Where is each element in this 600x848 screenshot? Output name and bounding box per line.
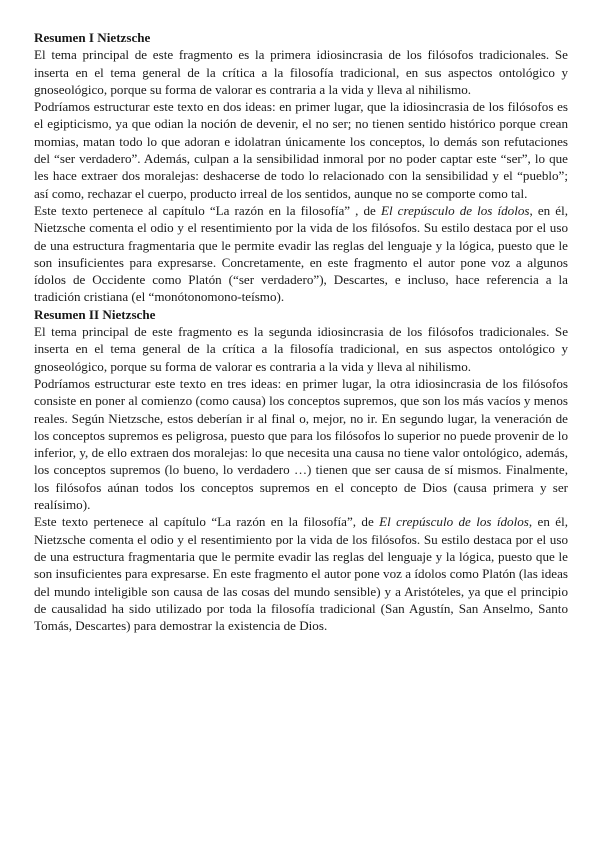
paragraph-structure: Podríamos estructurar este texto en tres ideas: en primer lugar, la otra idiosincrasia de los filósofos consiste en poner al comienzo (como causa) los conceptos supremos, que son los más vacíos y menos reales. Según Nietzsche, estos deberían ir al final o, mejor, no ir. En segundo lugar, la veneración de los conceptos supremos es peligrosa, puesto que para los filósofos lo superior no puede provenir de lo inferior, y, de ello extraen dos moralejas: lo que necesita una causa no tiene valor ontológico, además, los conceptos supremos (lo bueno, lo verdadero …) tienen que ser causa de sí mismos. Finalmente, los filósofos aúnan todos los conceptos supremos en el concepto de Dios (causa primera y ser realísimo). (34, 375, 568, 513)
context-text-end: , en él, Nietzsche comenta el odio y el resentimiento por la vida de los filósofos. Su estilo destaca por el uso de una estructura fragmentaria que le permite evadir las reglas del lenguaje y la lógica, puesto que le son insuficientes para expresarse. En este fragmento el autor pone voz a ídolos como Platón (las ideas del mundo inteligible son causa de las cosas del mundo sensible) y a Aristóteles, ya que el principio de causalidad ha sido utilizado por toda la filosofía tradicional (San Agustín, San Anselmo, Santo Tomás, Descartes) para demostrar la existencia de Dios. (34, 514, 568, 634)
summary-section-1 (34, 29, 568, 306)
document-page (34, 29, 568, 634)
paragraph-theme: El tema principal de este fragmento es la primera idiosincrasia de los filósofos tradicionales. Se inserta en el tema general de la crítica a la filosofía tradicional, en sus aspectos ontológico y gnoseológico, porque su forma de valorar es contraria a la vida y lleva al nihilismo. (34, 47, 568, 97)
context-text-end: , en él, Nietzsche comenta el odio y el resentimiento por la vida de los filósofos. Su estilo destaca por el uso de una estructura fragmentaria que le permite evadir las reglas del lenguaje y la lógica, puesto que le son insuficientes para expresarse. Concretamente, en este fragmento el autor pone voz a algunos ídolos de Occidente como Platón (“ser verdadero”), Descartes, e incluso, hace referencia a la tradición cristiana (el “monótonomono-teísmo). (34, 202, 568, 305)
paragraph-structure: Podríamos estructurar este texto en dos ideas: en primer lugar, que la idiosincrasia de los filósofos es el egipticismo, ya que odian la noción de devenir, el no ser; no tienen sentido histórico porque crean momias, matan todo lo que adoran e idolatran únicamente los conceptos, lo demás son refutaciones del “ser verdadero”. Además, culpan a la sensibilidad inmoral por no poder captar este “ser”, lo que les hace extraer dos moralejas: deshacerse de todo lo relacionado con la sensibilidad y el “pueblo”; así como, rechazar el cuerpo, producto irreal de los sentidos, aunque no se comporte como tal. (34, 99, 568, 201)
context-text-start: Este texto pertenece al capítulo “La razón en la filosofía”, de (34, 514, 380, 530)
summary-section-2 (34, 306, 568, 635)
book-title: El crepúsculo de los ídolos (380, 202, 530, 218)
paragraph-context (34, 513, 568, 634)
section-title: Resumen II Nietzsche (34, 306, 156, 322)
paragraph-context (34, 202, 568, 306)
context-text-start: Este texto pertenece al capítulo “La razón en la filosofía” , de (34, 202, 381, 218)
book-title: El crepúsculo de los ídolos (379, 514, 529, 530)
section-title: Resumen I Nietzsche (34, 30, 151, 45)
paragraph-theme: El tema principal de este fragmento es la segunda idiosincrasia de los filósofos tradicionales. Se inserta en el tema general de la crítica a la filosofía tradicional, en sus aspectos ontológico y gnoseológico, porque su forma de valorar es contraria a la vida y lleva al nihilismo. (34, 324, 568, 374)
